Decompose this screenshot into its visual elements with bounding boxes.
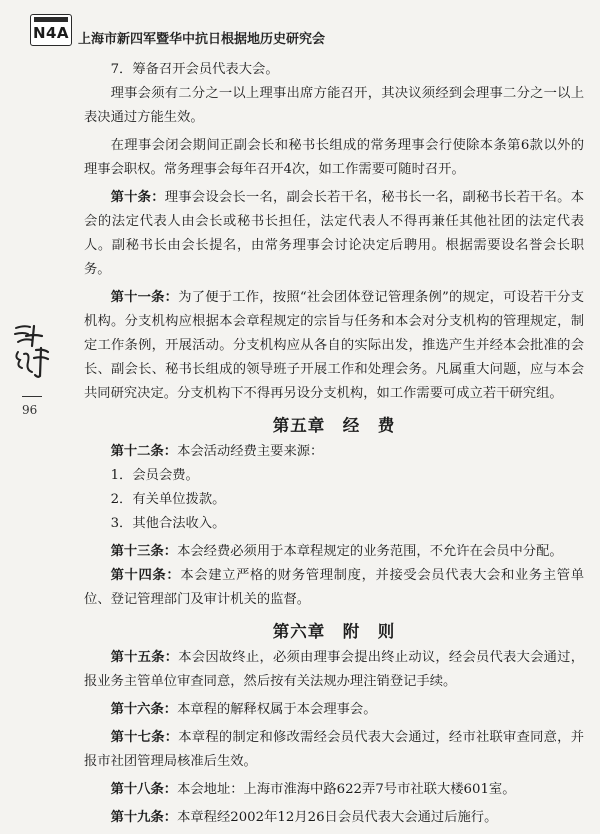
list-item-other-income: 3．其他合法收入。 (110, 516, 226, 531)
article-11-text: 为了便于工作，按照“社会团体登记管理条例”的规定，可设若干分支机构。分支机构应根据本会章程规定的宗旨与任务和本会对分支机构的管理规定，制定工作条例，开展活动。分支机构应从各自的实际出发，推选产生并经本会批准的会长、副会长、秘书长组成的领导班子开展工作和处理会务。凡属重大问题，应与本会共同研究决定。分支机构下不得再另设分支机构，如工作需要可成立若干研究组。 (84, 290, 584, 401)
article-18-text: 本会地址：上海市淮海中路622弄7号市社联大楼601室。 (177, 782, 516, 797)
page-header (22, 12, 582, 46)
article-18 (84, 778, 584, 802)
article-17-text: 本章程的制定和修改需经会员代表大会通过，经市社联审查同意，并报市社团管理局核准后生效。 (84, 730, 585, 769)
article-11 (84, 286, 584, 406)
article-12-number: 第十二条： (110, 444, 178, 459)
chapter-5-heading: 第五章 经 费 (272, 416, 396, 435)
article-14-number: 第十四条： (110, 568, 181, 583)
item-7: 7．筹备召开会员代表大会。 (110, 62, 279, 77)
article-14-text: 本会建立严格的财务管理制度，并接受会员代表大会和业务主管单位、登记管理部门及审计机关的监督。 (84, 568, 585, 607)
article-11-number: 第十一条： (110, 290, 179, 305)
list-item-grants: 2．有关单位拨款。 (110, 492, 226, 507)
article-12-text: 本会活动经费主要来源： (177, 444, 324, 459)
n4a-logo (30, 14, 72, 46)
article-13-text: 本会经费必须用于本章程规定的业务范围，不允许在会员中分配。 (177, 544, 563, 559)
article-19-text: 本章程经2002年12月26日会员代表大会通过后施行。 (177, 810, 498, 825)
article-16 (84, 698, 584, 722)
article-10-number: 第十条： (110, 190, 165, 205)
page-number: 96 (22, 403, 38, 417)
article-14 (84, 564, 584, 612)
logo-text: N4A (32, 24, 70, 42)
logo-banner (34, 17, 68, 22)
article-16-text: 本章程的解释权属于本会理事会。 (177, 702, 377, 717)
article-10-text: 理事会设会长一名，副会长若干名，秘书长一名，副秘书长若干名。本会的法定代表人由会长或秘书长担任，法定代表人不得再兼任其他社团的法定代表人。副秘书长由会长提名，由常务理事会讨论决定后聘用。根据需要设名誉会长职务。 (84, 190, 585, 277)
paragraph-standing-council: 在理事会闭会期间正副会长和秘书长组成的常务理事会行使除本条第6款以外的理事会职权。常务理事会每年召开4次，如工作需要可随时召开。 (84, 138, 584, 177)
article-12 (84, 440, 584, 464)
article-19 (84, 806, 584, 830)
article-17 (84, 726, 584, 774)
article-15 (84, 646, 584, 694)
article-17-number: 第十七条： (110, 730, 179, 745)
paragraph-quorum: 理事会须有二分之一以上理事出席方能召开，其决议须经到会理事二分之一以上表决通过方能生效。 (84, 86, 584, 125)
chapter-6-heading: 第六章 附 则 (272, 622, 396, 641)
document-body (84, 58, 584, 830)
article-15-number: 第十五条： (110, 650, 179, 665)
list-item-dues: 1．会员会费。 (110, 468, 199, 483)
side-divider (22, 396, 42, 397)
article-19-number: 第十九条： (110, 810, 178, 825)
article-13-number: 第十三条： (110, 544, 178, 559)
article-16-number: 第十六条： (110, 702, 178, 717)
organization-name: 上海市新四军暨华中抗日根据地历史研究会 (78, 32, 326, 47)
article-10 (84, 186, 584, 282)
article-18-number: 第十八条： (110, 782, 178, 797)
article-13 (84, 540, 584, 564)
calligraphy-mark (10, 322, 52, 380)
article-15-text: 本会因故终止，必须由理事会提出终止动议，经会员代表大会通过，报业务主管单位审查同意，然后按有关法规办理注销登记手续。 (84, 650, 585, 689)
